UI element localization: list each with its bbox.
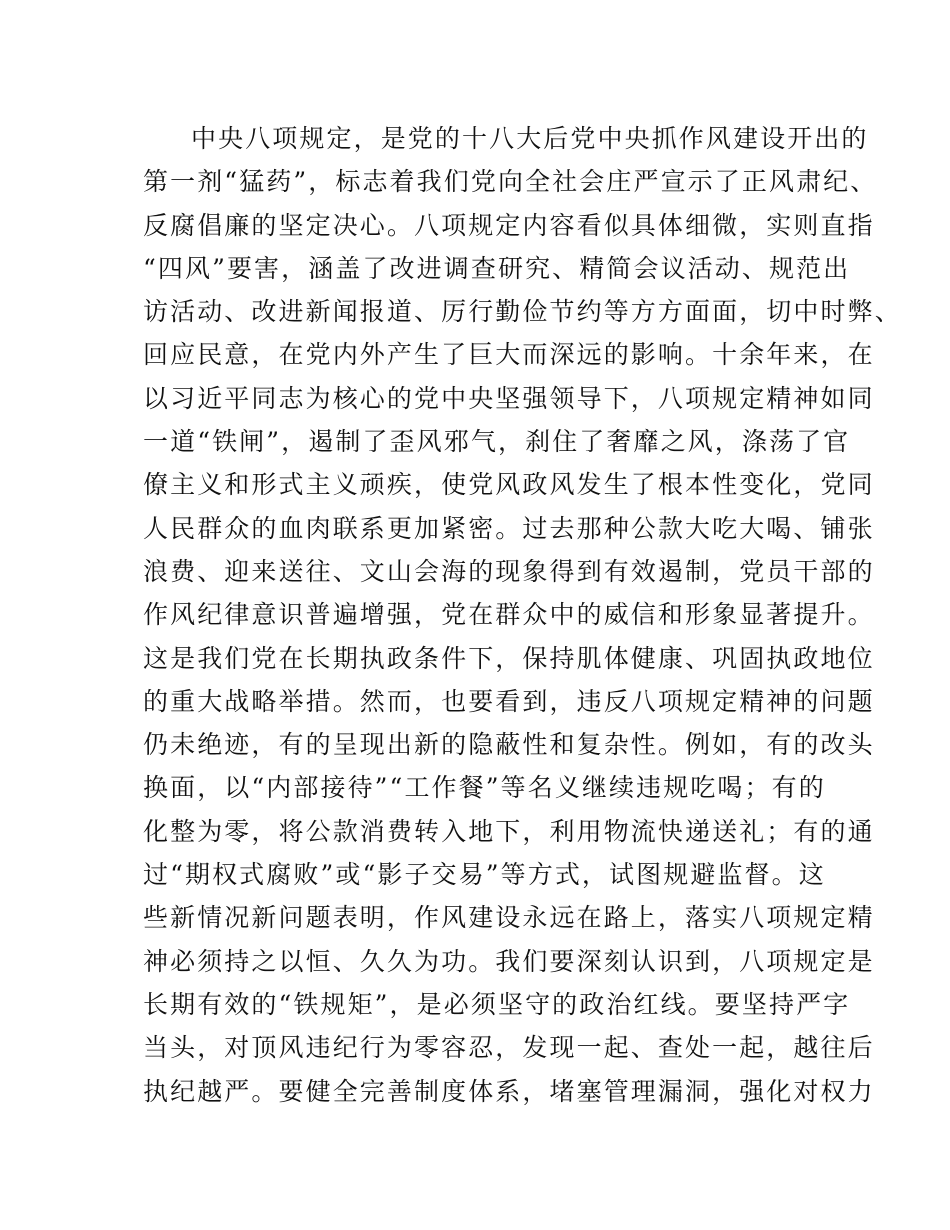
text-line: 反腐倡廉的坚定决心。八项规定内容看似具体细微，实则直指 (143, 210, 875, 240)
text-line: 的重大战略举措。然而，也要看到，违反八项规定精神的问题 (143, 686, 875, 716)
text-line: 当头，对顶风违纪行为零容忍，发现一起、查处一起，越往后 (143, 1033, 875, 1063)
text-line: 些新情况新问题表明，作风建设永远在路上，落实八项规定精 (143, 903, 875, 933)
text-line: 化整为零，将公款消费转入地下，利用物流快递送礼；有的通 (143, 816, 875, 846)
text-line: 作风纪律意识普遍增强，党在群众中的威信和形象显著提升。 (143, 600, 875, 630)
text-line: 中央八项规定，是党的十八大后党中央抓作风建设开出的 (191, 124, 869, 153)
text-line: 回应民意，在党内外产生了巨大而深远的影响。十余年来，在 (143, 340, 875, 370)
text-line: 换面，以“内部接待”“工作餐”等名义继续违规吃喝；有的 (143, 773, 826, 803)
text-line: 仍未绝迹，有的呈现出新的隐蔽性和复杂性。例如，有的改头 (143, 730, 875, 760)
text-line: 神必须持之以恒、久久为功。我们要深刻认识到，八项规定是 (143, 946, 875, 976)
text-line: 第一剂“猛药”，标志着我们党向全社会庄严宣示了正风肃纪、 (143, 167, 878, 197)
text-line: 长期有效的“铁规矩”，是必须坚守的政治红线。要坚持严字 (143, 989, 851, 1019)
text-line: 以习近平同志为核心的党中央坚强领导下，八项规定精神如同 (143, 383, 875, 413)
text-line: 过“期权式腐败”或“影子交易”等方式，试图规避监督。这 (143, 860, 826, 890)
text-line: 这是我们党在长期执政条件下，保持肌体健康、巩固执政地位 (143, 643, 875, 673)
text-line: “四风”要害，涵盖了改进调查研究、精简会议活动、规范出 (143, 253, 851, 283)
text-line: 僚主义和形式主义顽疾，使党风政风发生了根本性变化，党同 (143, 470, 875, 500)
text-line: 浪费、迎来送往、文山会海的现象得到有效遏制，党员干部的 (143, 556, 875, 586)
body-paragraph (143, 117, 902, 1113)
text-line: 人民群众的血肉联系更加紧密。过去那种公款大吃大喝、铺张 (143, 513, 875, 543)
text-line: 访活动、改进新闻报道、厉行勤俭节约等方方面面，切中时弊、 (143, 297, 902, 327)
text-line: 执纪越严。要健全完善制度体系，堵塞管理漏洞，强化对权力 (143, 1076, 875, 1106)
text-line: 一道“铁闸”，遏制了歪风邪气，刹住了奢靡之风，涤荡了官 (143, 427, 851, 457)
